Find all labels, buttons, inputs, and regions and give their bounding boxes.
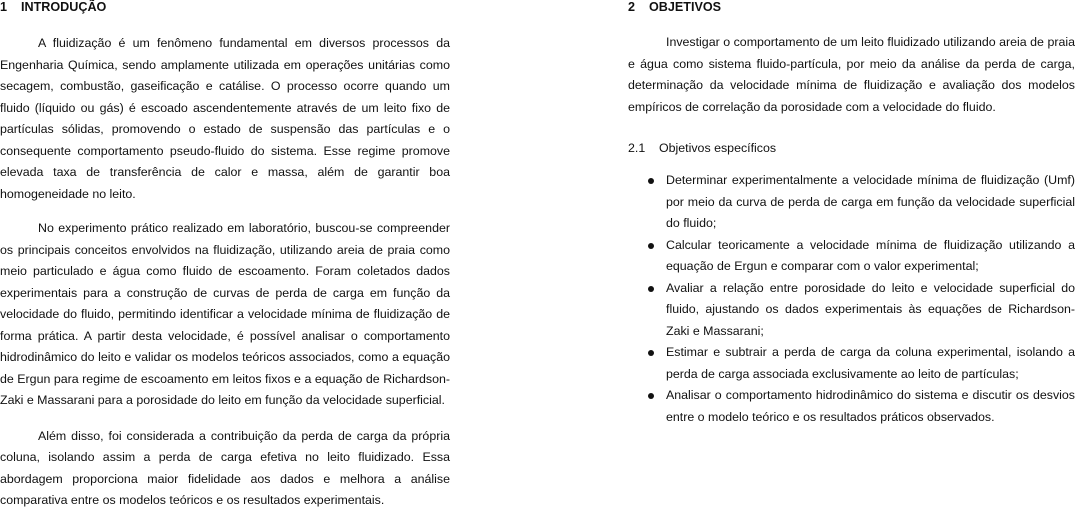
list-item [628, 235, 1075, 278]
intro-paragraph-3: Além disso, foi considerada a contribuição da perda de carga da própria coluna, isolando assim a perda de carga efetiva no leito fluidizado. Essa abordagem proporciona maior fidelidade aos dados e melhora a análise comparativa entre os modelos teóricos e os resultados experimentais. [0, 428, 450, 507]
list-item [628, 170, 1075, 235]
bullet-icon [648, 178, 654, 184]
bullet-icon [648, 243, 654, 249]
section-heading-objetivos: 2 OBJETIVOS [628, 0, 722, 14]
list-item-text: Analisar o comportamento hidrodinâmico do sistema e discutir os desvios entre o modelo teórico e os resultados práticos observados. [666, 388, 1075, 424]
list-item-text: Calcular teoricamente a velocidade mínima de fluidização utilizando a equação de Ergun e comparar com o valor experimental; [666, 237, 1075, 273]
list-item-text: Estimar e subtrair a perda de carga da coluna experimental, isolando a perda de carga associada exclusivamente ao leito de partículas; [666, 345, 1075, 381]
objectives-paragraph: Investigar o comportamento de um leito fluidizado utilizando areia de praia e água como sistema fluido-partícula, por meio da análise da perda de carga, determinação da velocidade mínima de fluidização e avaliação dos modelos empíricos de correlação da porosidade com a velocidade do fluido. [628, 35, 1075, 114]
objectives-column [628, 0, 1075, 428]
subsection-heading-objetivos-especificos: 2.1 Objetivos específicos [628, 141, 777, 155]
intro-paragraph-2: No experimento prático realizado em laboratório, buscou-se compreender os principais conceitos envolvidos na fluidização, utilizando areia de praia como meio particulado e água como fluido de escoamento. Foram coletados dados experimentais para a construção de curvas de perda de carga em função da velocidade do fluido, permitindo identificar a velocidade mínima de fluidização de forma prática. A partir desta velocidade, é possível analisar o comportamento hidrodinâmico do leito e validar os modelos teóricos associados, como a equação de Ergun para regime de escoamento em leitos fixos e a equação de Richardson-Zaki e Massarani para a porosidade do leito em função da velocidade superficial. [0, 221, 450, 407]
intro-paragraph-1: A fluidização é um fenômeno fundamental em diversos processos da Engenharia Química, sendo amplamente utilizada em operações unitárias como secagem, combustão, gaseificação e catálise. O processo ocorre quando um fluido (líquido ou gás) é escoado ascendentemente através de um leito fixo de partículas sólidas, promovendo o estado de suspensão das partículas e o consequente comportamento pseudo-fluido do sistema. Esse regime promove elevada taxa de transferência de calor e massa, além de garantir boa homogeneidade no leito. [0, 36, 450, 201]
list-item [628, 278, 1075, 343]
section-heading-introducao: 1 INTRODUÇÃO [0, 0, 107, 14]
list-item-text: Avaliar a relação entre porosidade do leito e velocidade superficial do fluido, ajustando os dados experimentais às equações de Richardson-Zaki e Massarani; [666, 280, 1075, 338]
introduction-column [0, 0, 450, 512]
bullet-icon [648, 350, 654, 356]
list-item [628, 385, 1075, 428]
list-item-text: Determinar experimentalmente a velocidade mínima de fluidização (Umf) por meio da curva de perda de carga em função da velocidade superficial do fluido; [666, 173, 1075, 230]
list-item [628, 342, 1075, 385]
bullet-icon [648, 393, 654, 399]
specific-objectives-list [628, 170, 1075, 428]
bullet-icon [648, 286, 654, 292]
